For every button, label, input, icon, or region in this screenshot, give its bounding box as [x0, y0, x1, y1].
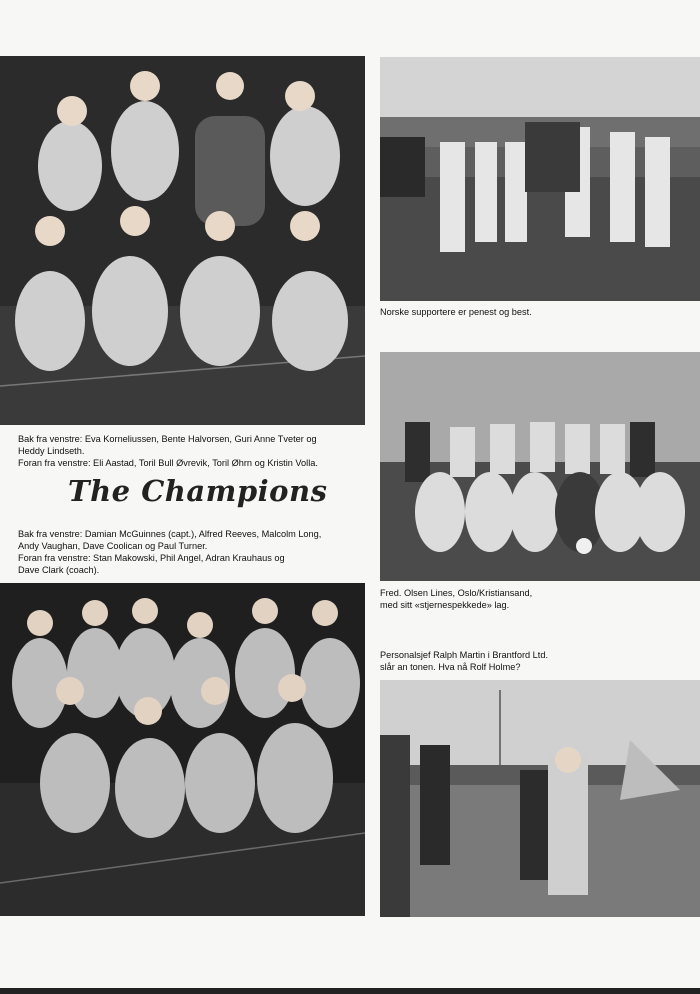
women-caption-back: Bak fra venstre: Eva Korneliussen, Bente Halvorsen, Guri Anne Tveter og	[18, 434, 317, 444]
fred-olsen-team-photo	[380, 352, 700, 581]
supporters-photo	[380, 57, 700, 301]
ralph-martin-photo	[380, 680, 700, 917]
ralph-martin-caption-2: slår an tonen. Hva nå Rolf Holme?	[380, 662, 521, 672]
supporters-caption: Norske supportere er penest og best.	[380, 307, 532, 317]
fred-olsen-caption-2: med sitt «stjernespekkede» lag.	[380, 600, 510, 610]
women-caption-back-2: Heddy Lindseth.	[18, 446, 85, 456]
women-team-photo	[0, 56, 365, 425]
men-caption-4: Dave Clark (coach).	[18, 565, 100, 575]
section-title: The Champions	[68, 474, 328, 508]
ralph-martin-caption-1: Personalsjef Ralph Martin i Brantford Ltd.	[380, 650, 549, 660]
men-caption-1: Bak fra venstre: Damian McGuinnes (capt.), Alfred Reeves, Malcolm Long,	[18, 529, 322, 539]
page-bottom-border	[0, 988, 700, 994]
men-caption-3: Foran fra venstre: Stan Makowski, Phil Angel, Adran Krauhaus og	[18, 553, 285, 563]
men-caption-2: Andy Vaughan, Dave Coolican og Paul Turner.	[18, 541, 208, 551]
fred-olsen-caption-1: Fred. Olsen Lines, Oslo/Kristiansand,	[380, 588, 533, 598]
men-team-photo	[0, 583, 365, 916]
women-caption-front: Foran fra venstre: Eli Aastad, Toril Bull Øvrevik, Toril Øhrn og Kristin Volla.	[18, 458, 318, 468]
